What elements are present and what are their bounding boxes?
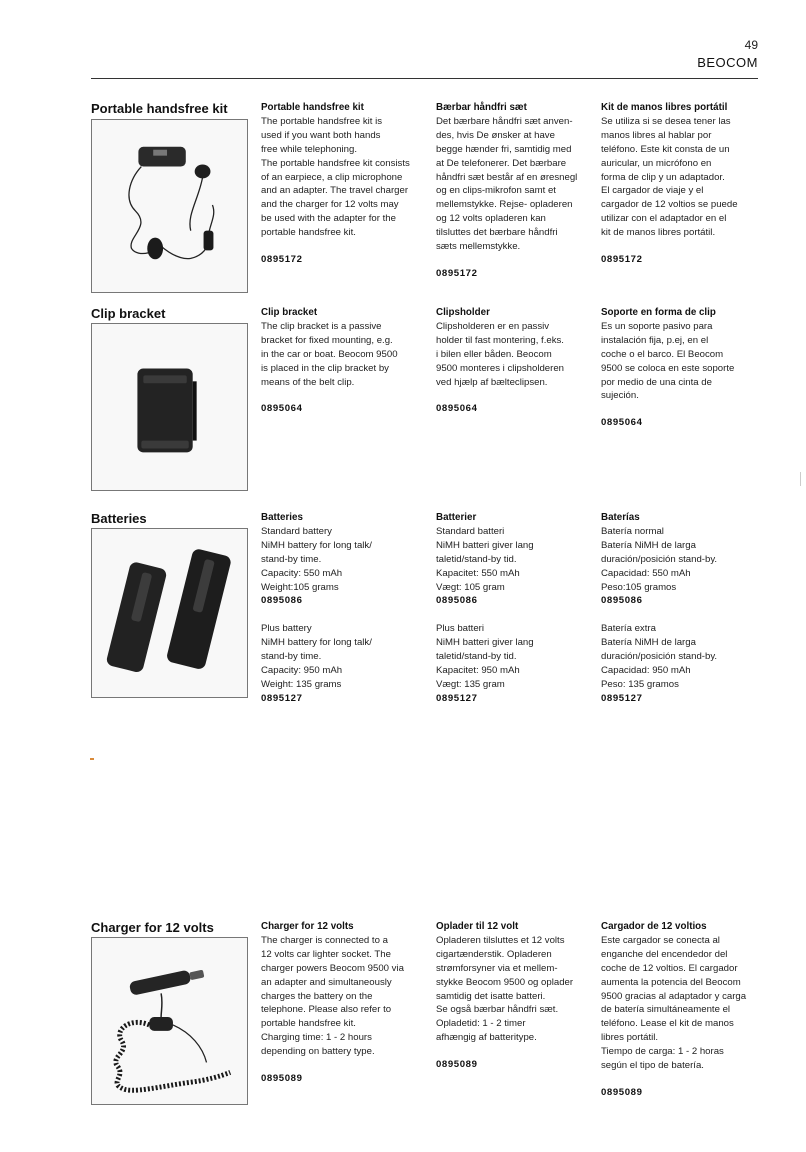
clip-bracket-danish-column <box>436 306 596 416</box>
column-heading: Batterier <box>436 512 477 523</box>
header-rule <box>91 78 758 79</box>
product-code: 0895086 <box>261 595 303 607</box>
product-code: 0895089 <box>436 1059 478 1071</box>
charger-danish-column <box>436 920 596 1072</box>
clip-bracket-spanish-column <box>601 306 761 430</box>
section-title-batteries: Batteries <box>91 511 147 526</box>
handsfree-spanish-column <box>601 101 761 267</box>
batteries-english-column <box>261 511 421 706</box>
product-code: 0895064 <box>261 403 303 415</box>
column-body: Opladeren tilsluttes et 12 volts cigartænderstik. Opladeren strømforsyner via et mellem- stykke Beocom 9500 og oplader samtidig det isatte batteri. Se også bærbar håndfri sæt. Opladetid: 1 - 2 timer afhængig af batteritype. <box>436 934 574 1044</box>
orange-mark <box>90 758 94 760</box>
column-heading: Baterías <box>601 512 640 523</box>
column-body-plus: Plus batteri NiMH batteri giver lang taletid/stand-by tid. Kapacitet: 950 mAh Vægt: 135 gram <box>436 623 534 690</box>
column-heading: Cargador de 12 voltios <box>601 921 707 932</box>
column-body: Es un soporte pasivo para instalación fija, p.ej, en el coche o el barco. El Beocom 9500 se coloca en este soporte por medio de una cinta de sujeción. <box>601 320 735 402</box>
column-heading: Bærbar håndfri sæt <box>436 102 527 113</box>
batteries-spanish-column <box>601 511 761 706</box>
section-title-handsfree: Portable handsfree kit <box>91 101 228 116</box>
column-heading: Oplader til 12 volt <box>436 921 519 932</box>
column-heading: Charger for 12 volts <box>261 921 354 932</box>
brand-name: BEOCOM <box>697 55 758 70</box>
column-heading: Kit de manos libres portátil <box>601 102 728 113</box>
column-heading: Portable handsfree kit <box>261 102 364 113</box>
column-body: Det bærbare håndfri sæt anven- des, hvis De ønsker at have begge hænder fri, samtidig med at De telefonerer. Det bærbare håndfri sæt består af en øresnegl og en clips-mikrofon samt et mellemstykke. Rejse- opladeren og 12 volts opladeren kan tilsluttes det bærbare håndfri sæts mellemstykke. <box>436 115 578 253</box>
column-heading: Batteries <box>261 512 303 523</box>
car-charger-photo <box>91 937 248 1105</box>
product-code-plus: 0895127 <box>261 692 303 704</box>
batteries-photo <box>91 528 248 698</box>
product-code: 0895089 <box>261 1073 303 1085</box>
column-body: Standard battery NiMH battery for long talk/ stand-by time. Capacity: 550 mAh Weight:105 grams <box>261 525 372 593</box>
handsfree-danish-column <box>436 101 596 281</box>
column-heading: Clip bracket <box>261 307 318 318</box>
product-code: 0895086 <box>436 595 478 607</box>
handsfree-english-column <box>261 101 421 267</box>
product-code: 0895172 <box>261 254 303 266</box>
product-code: 0895064 <box>436 403 478 415</box>
edge-speck <box>800 472 801 486</box>
column-body: The portable handsfree kit is used if you want both hands free while telephoning. The portable handsfree kit consists of an earpiece, a clip microphone and an adapter. The travel charger and the charger for 12 volts may be used with the adapter for the portable handsfree kit. <box>261 115 410 239</box>
section-title-clip-bracket: Clip bracket <box>91 306 166 321</box>
column-body: The clip bracket is a passive bracket for fixed mounting, e.g. in the car or boat. Beocom 9500 is placed in the clip bracket by means of the belt clip. <box>261 320 398 388</box>
column-body: Se utiliza si se desea tener las manos libres al hablar por teléfono. Este kit consta de un auricular, un micrófono en forma de clip y un adaptador. El cargador de viaje y el cargador de 12 voltios se puede utilizar con el adaptador en el kit de manos libres portátil. <box>601 115 738 239</box>
column-body: The charger is connected to a 12 volts car lighter socket. The charger powers Beocom 9500 via an adapter and simultaneously charges the battery on the telephone. Please also refer to portable handsfree kit. Charging time: 1 - 2 hours depending on battery type. <box>261 934 404 1058</box>
batteries-danish-column <box>436 511 596 706</box>
product-code: 0895172 <box>436 267 478 279</box>
product-code: 0895064 <box>601 417 643 429</box>
product-code-plus: 0895127 <box>601 692 643 704</box>
column-body: Standard batteri NiMH batteri giver lang taletid/stand-by tid. Kapacitet: 550 mAh Vægt: 105 gram <box>436 525 534 593</box>
section-title-charger: Charger for 12 volts <box>91 920 214 935</box>
column-body-plus: Batería extra Batería NiMH de larga duración/posición stand-by. Capacidad: 950 mAh Peso: 135 gramos <box>601 623 718 690</box>
clip-bracket-english-column <box>261 306 421 416</box>
column-body: Batería normal Batería NiMH de larga duración/posición stand-by. Capacidad: 550 mAh Peso:105 gramos <box>601 525 718 593</box>
product-code: 0895086 <box>601 595 643 607</box>
clip-bracket-photo <box>91 323 248 491</box>
column-body-plus: Plus battery NiMH battery for long talk/ stand-by time. Capacity: 950 mAh Weight: 135 grams <box>261 623 372 690</box>
charger-english-column <box>261 920 421 1086</box>
column-heading: Clipsholder <box>436 307 490 318</box>
column-heading: Soporte en forma de clip <box>601 307 716 318</box>
product-code: 0895089 <box>601 1086 643 1098</box>
column-body: Clipsholderen er en passiv holder til fast montering, f.eks. i bilen eller båden. Beocom 9500 monteres i clipsholderen ved hjælp af bælteclipsen. <box>436 320 564 388</box>
product-code-plus: 0895127 <box>436 692 478 704</box>
charger-spanish-column <box>601 920 761 1100</box>
product-code: 0895172 <box>601 254 643 266</box>
page-number: 49 <box>744 38 758 52</box>
column-body: Este cargador se conecta al enganche del encendedor del coche de 12 voltios. El cargador aumenta la potencia del Beocom 9500 gracias al adaptador y carga de batería simultáneamente el teléfono. Lease el kit de manos libres portátil. Tiempo de carga: 1 - 2 horas según el tipo de batería. <box>601 934 747 1072</box>
handsfree-kit-photo <box>91 119 248 293</box>
